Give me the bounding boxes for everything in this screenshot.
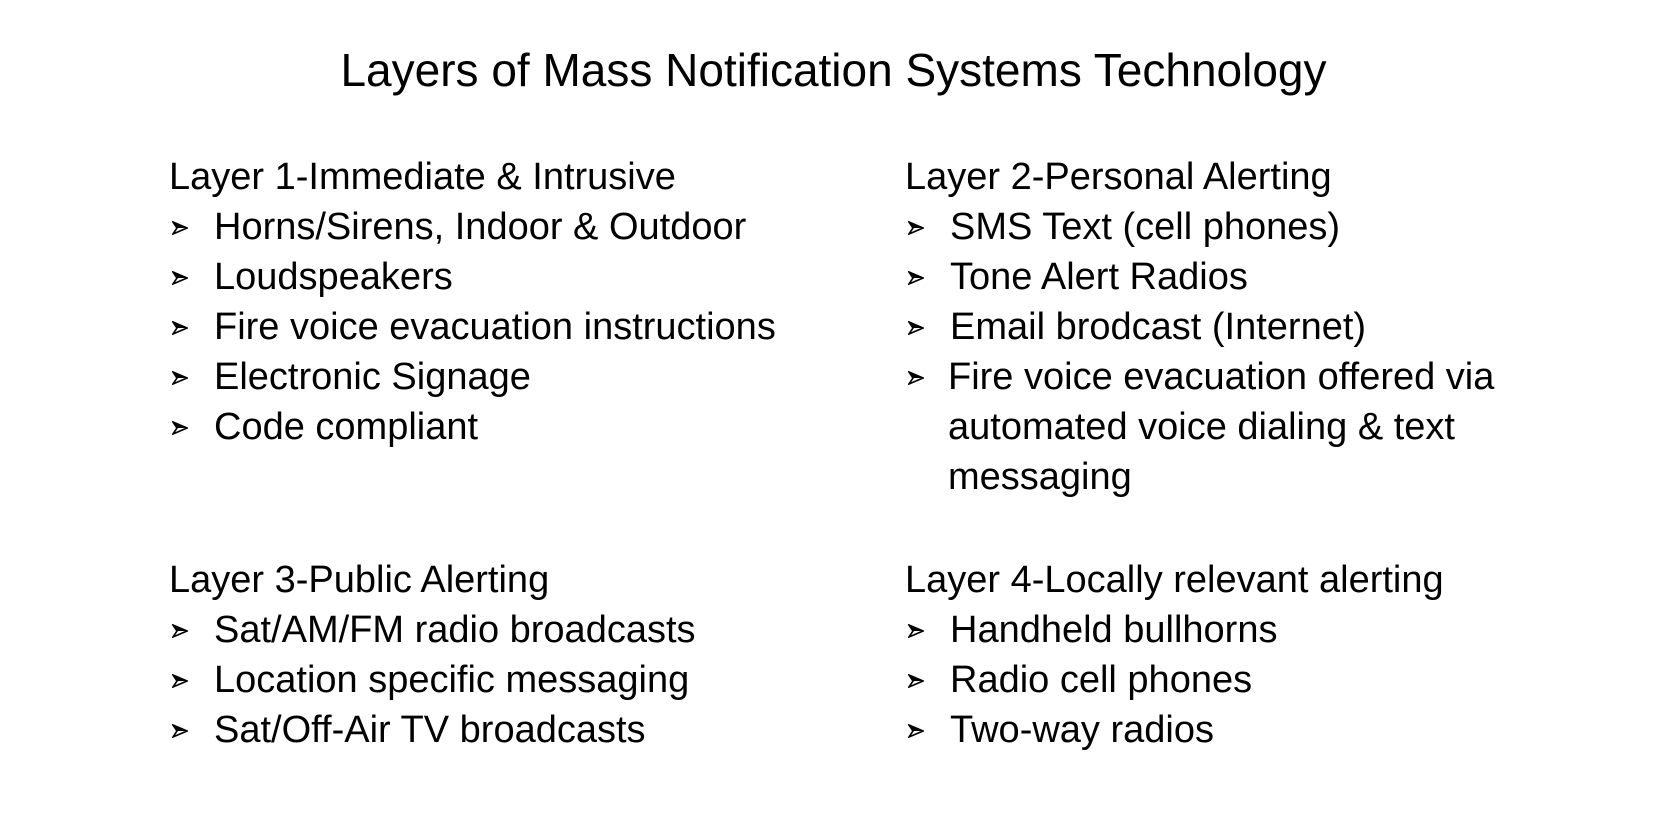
list-item: [169, 705, 849, 755]
arrowhead-bullet-icon: [172, 371, 188, 385]
list-item-text: Radio cell phones: [950, 659, 1253, 701]
layer-4-list: [905, 605, 1585, 755]
arrowhead-bullet-icon: [908, 271, 924, 285]
list-item: [169, 655, 849, 705]
arrowhead-bullet-icon: [908, 371, 924, 385]
list-item-text: Tone Alert Radios: [950, 256, 1248, 298]
list-item-text: Handheld bullhorns: [950, 609, 1278, 651]
layer-2-list: [905, 202, 1585, 502]
list-item-text: Fire voice evacuation instructions: [214, 306, 776, 348]
list-item: [905, 252, 1585, 302]
list-item-text: Two-way radios: [950, 709, 1214, 751]
layer-2-heading: Layer 2-Personal Alerting: [905, 156, 1332, 198]
list-item: [169, 402, 849, 452]
list-item-text: Location specific messaging: [214, 659, 690, 701]
layer-1-list: [169, 202, 849, 452]
list-item: [169, 252, 849, 302]
list-item: [905, 605, 1585, 655]
list-item: [905, 352, 1558, 502]
list-item: [169, 605, 849, 655]
list-item-text: Loudspeakers: [214, 256, 453, 298]
arrowhead-bullet-icon: [172, 421, 188, 435]
list-item: [169, 352, 849, 402]
list-item: [905, 202, 1585, 252]
arrowhead-bullet-icon: [908, 724, 924, 738]
layer-4-section: [905, 555, 1585, 755]
arrowhead-bullet-icon: [908, 221, 924, 235]
arrowhead-bullet-icon: [908, 321, 924, 335]
layer-4-heading: Layer 4-Locally relevant alerting: [905, 559, 1444, 601]
layer-1-heading: Layer 1-Immediate & Intrusive: [169, 156, 676, 198]
list-item-text: Sat/Off-Air TV broadcasts: [214, 709, 646, 751]
layer-3-heading: Layer 3-Public Alerting: [169, 559, 550, 601]
list-item-text: Horns/Sirens, Indoor & Outdoor: [214, 206, 747, 248]
arrowhead-bullet-icon: [172, 674, 188, 688]
arrowhead-bullet-icon: [908, 674, 924, 688]
list-item: [905, 705, 1585, 755]
list-item-text: Fire voice evacuation offered via automated voice dialing & text messaging: [948, 356, 1495, 498]
arrowhead-bullet-icon: [172, 321, 188, 335]
list-item: [169, 202, 849, 252]
arrowhead-bullet-icon: [172, 724, 188, 738]
list-item-text: SMS Text (cell phones): [950, 206, 1341, 248]
list-item: [905, 302, 1585, 352]
list-item-text: Electronic Signage: [214, 356, 531, 398]
arrowhead-bullet-icon: [172, 624, 188, 638]
layer-3-section: [169, 555, 849, 755]
slide-title: Layers of Mass Notification Systems Technology: [340, 44, 1327, 96]
list-item: [169, 302, 849, 352]
arrowhead-bullet-icon: [172, 271, 188, 285]
list-item-text: Email brodcast (Internet): [950, 306, 1367, 348]
arrowhead-bullet-icon: [908, 624, 924, 638]
arrowhead-bullet-icon: [172, 221, 188, 235]
list-item-text: Sat/AM/FM radio broadcasts: [214, 609, 696, 651]
layer-2-section: [905, 152, 1585, 502]
list-item-text: Code compliant: [214, 406, 479, 448]
layer-3-list: [169, 605, 849, 755]
list-item: [905, 655, 1585, 705]
layer-1-section: [169, 152, 849, 452]
